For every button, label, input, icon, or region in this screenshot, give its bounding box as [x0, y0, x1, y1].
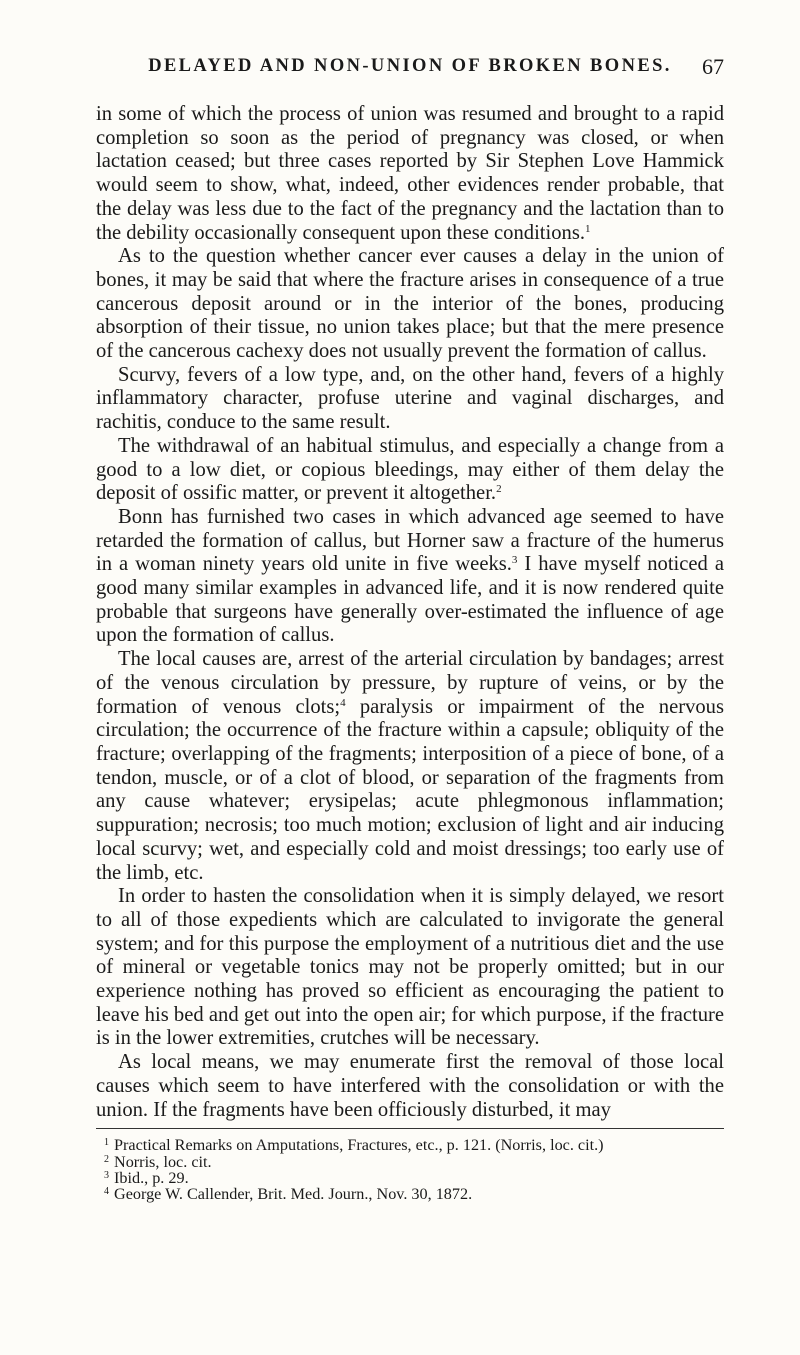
- paragraph-6: The local causes are, arrest of the arterial circulation by bandages; arrest of the venous circulation by pressure, by rupture of veins, or by the formation of venous clots;$^4$ paralysis or impairment of the nervous circulation; the occurrence of the fracture within a capsule; obliquity of the fracture; overlapping of the fragments; interposition of a piece of bone, of a tendon, muscle, or of a clot of blood, or separation of the fragments from any cause whatever; erysipelas; acute phlegmonous inflammation; suppuration; necrosis; too much motion; exclusion of light and air inducing local scurvy; wet, and especially cold and moist dressings; too early use of the limb, etc.: [96, 648, 724, 884]
- paragraph-7: In order to hasten the consolidation when it is simply delayed, we resort to all of those expedients which are calculated to invigorate the general system; and for this purpose the employment of a nutritious diet and the use of mineral or vegetable tonics may not be properly omitted; but in our experience nothing has proved so efficient as encouraging the patient to leave his bed and get out into the open air; for which purpose, if the fracture is in the lower extremities, crutches will be necessary.: [96, 885, 724, 1050]
- paragraph-4: The withdrawal of an habitual stimulus, and especially a change from a good to a low diet, or copious bleedings, may either of them delay the deposit of ossific matter, or prevent it altogether.$^2$: [96, 434, 724, 505]
- paragraph-3: Scurvy, fevers of a low type, and, on the other hand, fevers of a highly inflammatory character, profuse uterine and vaginal discharges, and rachitis, conduce to the same result.: [96, 363, 724, 434]
- running-title: DELAYED AND NON-UNION OF BROKEN BONES.: [148, 56, 672, 76]
- running-header: [96, 56, 724, 86]
- footnote-ref-4[interactable]: 4: [340, 696, 346, 709]
- footnote-1: $^1$ Practical Remarks on Amputations, Fractures, etc., p. 121. (Norris, loc. cit.): [104, 1136, 604, 1155]
- footnotes: [96, 1137, 724, 1202]
- book-page: [96, 56, 724, 1202]
- paragraph-8: As local means, we may enumerate first the removal of those local causes which seem to have interfered with the consolidation or with the union. If the fragments have been officiously disturbed, it may: [96, 1051, 724, 1121]
- body-text: [96, 103, 724, 1122]
- footnote-ref-2[interactable]: 2: [496, 483, 502, 496]
- footnote-ref-1[interactable]: 1: [585, 222, 591, 235]
- paragraph-5: Bonn has furnished two cases in which advanced age seemed to have retarded the formation of callus, but Horner saw a fracture of the humerus in a woman ninety years old unite in five weeks.$^3$ I have myself noticed a good many similar examples in advanced life, and it is now rendered quite probable that surgeons have generally over-estimated the influence of age upon the formation of callus.: [96, 505, 724, 647]
- paragraph-1: in some of which the process of union was resumed and brought to a rapid completion so soon as the period of pregnancy was closed, or when lactation ceased; but three cases reported by Sir Stephen Love Hammick would seem to show, what, indeed, other evidences render probable, that the delay was less due to the fact of the pregnancy and the lactation than to the debility occasionally consequent upon these conditions.$^1$: [96, 103, 724, 244]
- footnote-4: $^4$ George W. Callender, Brit. Med. Journ., Nov. 30, 1872.: [104, 1185, 473, 1204]
- paragraph-2: As to the question whether cancer ever causes a delay in the union of bones, it may be said that where the fracture arises in consequence of a true cancerous deposit around or in the interior of the bones, producing absorption of their tissue, no union takes place; but that the mere presence of the cancerous cachexy does not usually prevent the formation of callus.: [96, 245, 724, 363]
- page-number: 67: [702, 54, 724, 79]
- footnote-ref-3[interactable]: 3: [511, 554, 518, 567]
- footnote-divider: [96, 1128, 724, 1129]
- footnote-2: $^2$ Norris, loc. cit.: [104, 1152, 212, 1171]
- footnote-3: $^3$ Ibid., p. 29.: [104, 1168, 189, 1187]
